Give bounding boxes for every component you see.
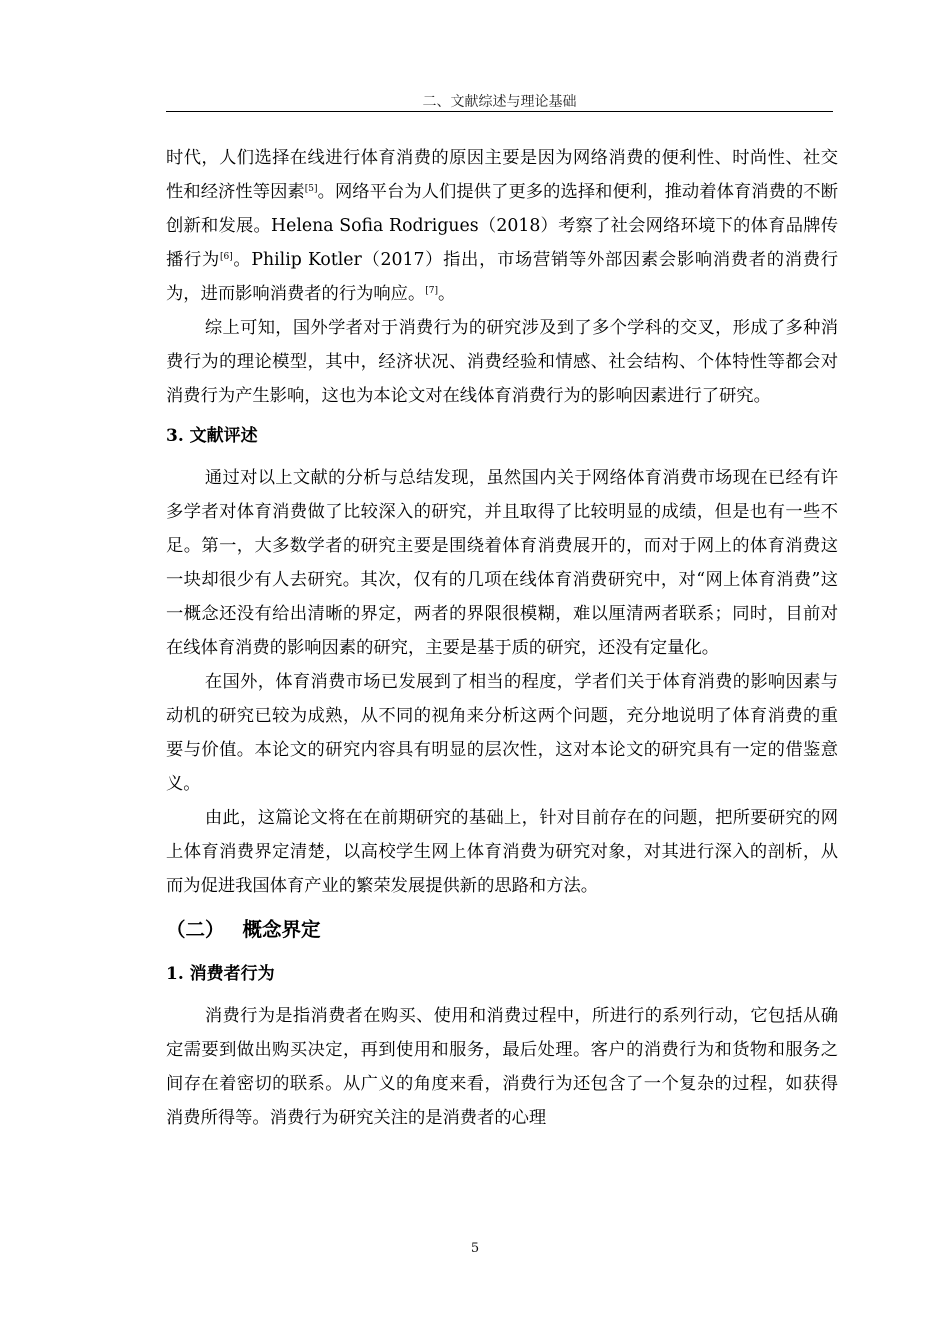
citation-6[interactable]: [6] xyxy=(219,252,233,262)
section-title: 概念界定 xyxy=(242,918,321,941)
paragraph-conclusion: 由此，这篇论文将在在前期研究的基础上，针对目前存在的问题，把所要研究的网上体育消费界定清楚，以高校学生网上体育消费为研究对象，对其进行深入的剖析，从而为促进我国体育产业的繁荣发展提供新的思路和方法。 xyxy=(166,808,838,896)
heading-consumer-behavior: 1. 消费者行为 xyxy=(166,964,275,984)
paragraph-consumer-behavior: 消费行为是指消费者在购买、使用和消费过程中，所进行的系列行动，它包括从确定需要到做出购买决定，再到使用和服务，最后处理。客户的消费行为和货物和服务之间存在着密切的联系。从广义的角度来看，消费行为还包含了一个复杂的过程，如获得消费所得等。消费行为研究关注的是消费者的心理 xyxy=(166,1006,838,1128)
body-text xyxy=(166,141,838,1135)
heading-concept-definition xyxy=(166,913,838,947)
paragraph-text: 时代，人们选择在线进行体育消费的原因主要是因为网络消费的便利性、时尚性、社交性和经济性等因素 xyxy=(166,148,838,202)
paragraph-foreign-scholars xyxy=(166,141,838,311)
header-divider xyxy=(166,111,833,112)
citation-7[interactable]: [7] xyxy=(425,286,438,296)
paragraph-text: 。 xyxy=(437,284,456,304)
paragraph-summary: 综上可知，国外学者对于消费行为的研究涉及到了多个学科的交叉，形成了多种消费行为的理论模型，其中，经济状况、消费经验和情感、社会结构、个体特性等都会对消费行为产生影响，这也为本论文对在线体育消费行为的影响因素进行了研究。 xyxy=(166,318,838,406)
paragraph-text: 。网络平台为人们提供了更多的选择和便利，推动着体育消费的不断创新和发展。Helena Sofia Rodrigues（2018）考察了社会网络环境下的体育品牌传播行为 xyxy=(166,182,838,270)
paragraph-review-findings: 通过对以上文献的分析与总结发现，虽然国内关于网络体育消费市场现在已经有许多学者对体育消费做了比较深入的研究，并且取得了比较明显的成绩，但是也有一些不足。第一，大多数学者的研究主要是围绕着体育消费展开的，而对于网上的体育消费这一块却很少有人去研究。其次，仅有的几项在线体育消费研究中，对“网上体育消费”这一概念还没有给出清晰的界定，两者的界限很模糊，难以厘清两者联系；同时，目前对在线体育消费的影响因素的研究，主要是基于质的研究，还没有定量化。 xyxy=(166,468,838,658)
section-number: （二） xyxy=(166,918,225,941)
paragraph-abroad: 在国外，体育消费市场已发展到了相当的程度，学者们关于体育消费的影响因素与动机的研究已较为成熟，从不同的视角来分析这两个问题，充分地说明了体育消费的重要与价值。本论文的研究内容具有明显的层次性，这对本论文的研究具有一定的借鉴意义。 xyxy=(166,672,838,794)
citation-5[interactable]: [5] xyxy=(304,184,318,194)
running-header: 二、文献综述与理论基础 xyxy=(422,94,577,110)
page-number: 5 xyxy=(470,1241,480,1256)
heading-literature-review: 3. 文献评述 xyxy=(166,426,258,446)
paragraph-text: 。Philip Kotler（2017）指出，市场营销等外部因素会影响消费者的消费行为，进而影响消费者的行为响应。 xyxy=(166,250,838,304)
